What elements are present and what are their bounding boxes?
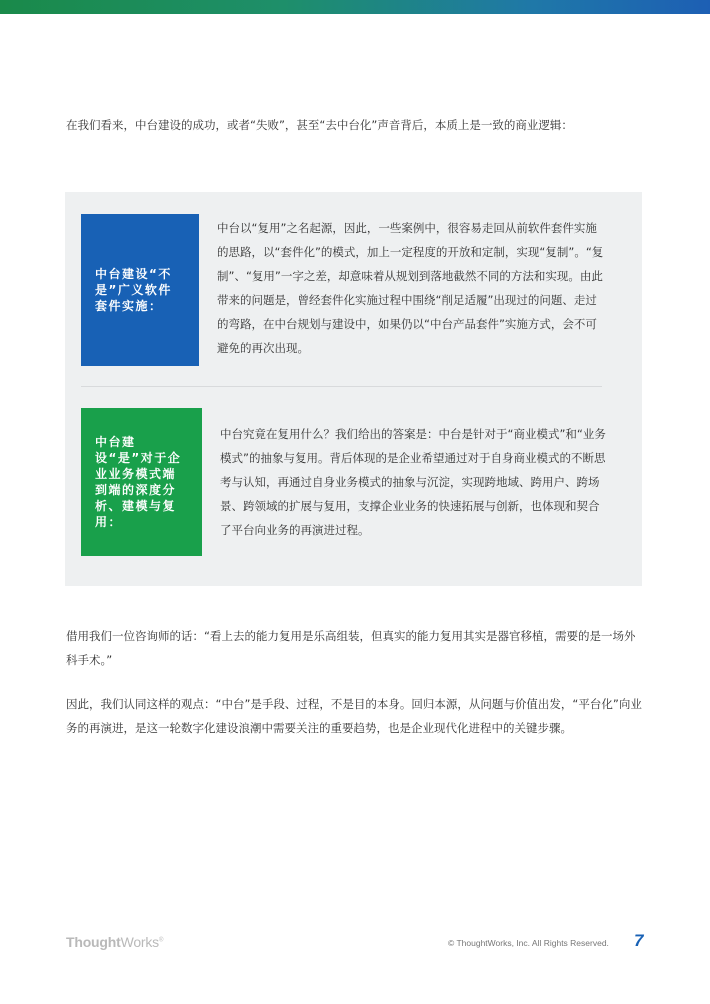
label-business-model-reuse: 中台建设“是”对于企业业务模式端到端的深度分析、建模与复用： [81, 408, 202, 556]
page-number: 7 [634, 931, 644, 950]
paragraph-consultant-quote: 借用我们一位咨询师的话：“看上去的能力复用是乐高组装，但真实的能力复用其实是器官移植，需要的是一场外科手术。” [66, 629, 636, 667]
thoughtworks-logo [66, 934, 163, 950]
logo-light-text: Works [120, 934, 159, 950]
panel-text-reuse-origin: 中台以“复用”之名起源，因此，一些案例中，很容易走回从前软件套件实施的思路，以“套件化”的模式，加上一定程度的开放和定制，实现“复制”。“复制”、“复用”一字之差，却意味着从规划到落地截然不同的方法和实现。由此带来的问题是，曾经套件化实施过程中围绕“削足适履”出现过的问题、走过的弯路，在中台规划与建设中，如果仍以“中台产品套件”实施方式，会不可避免的再次出现。 [217, 221, 604, 355]
copyright-text: © ThoughtWorks, Inc. All Rights Reserved. [448, 938, 609, 948]
logo-bold-text: Thought [66, 934, 121, 950]
intro-text: 在我们看来，中台建设的成功，或者“失败”，甚至“去中台化”声音背后，本质上是一致的商业逻辑： [66, 118, 573, 132]
label-not-software-suite: 中台建设“不是”广义软件套件实施： [81, 214, 199, 366]
panel-divider [81, 386, 602, 387]
logo-registered-mark: ® [159, 937, 164, 944]
top-gradient-bar [0, 0, 710, 14]
paragraph-conclusion: 因此，我们认同这样的观点：“中台”是手段、过程，不是目的本身。回归本源，从问题与价值出发，“平台化”向业务的再演进，是这一轮数字化建设浪潮中需要关注的重要趋势，也是企业现代化进程中的关键步骤。 [66, 697, 642, 735]
panel-text-what-to-reuse: 中台究竟在复用什么？我们给出的答案是：中台是针对于“商业模式”和“业务模式”的抽象与复用。背后体现的是企业希望通过对于自身商业模式的不断思考与认知，再通过自身业务模式的抽象与沉淀，实现跨地域、跨用户、跨场景、跨领域的扩展与复用，支撑企业业务的快速拓展与创新，也体现和契合了平台向业务的再演进过程。 [220, 427, 606, 537]
